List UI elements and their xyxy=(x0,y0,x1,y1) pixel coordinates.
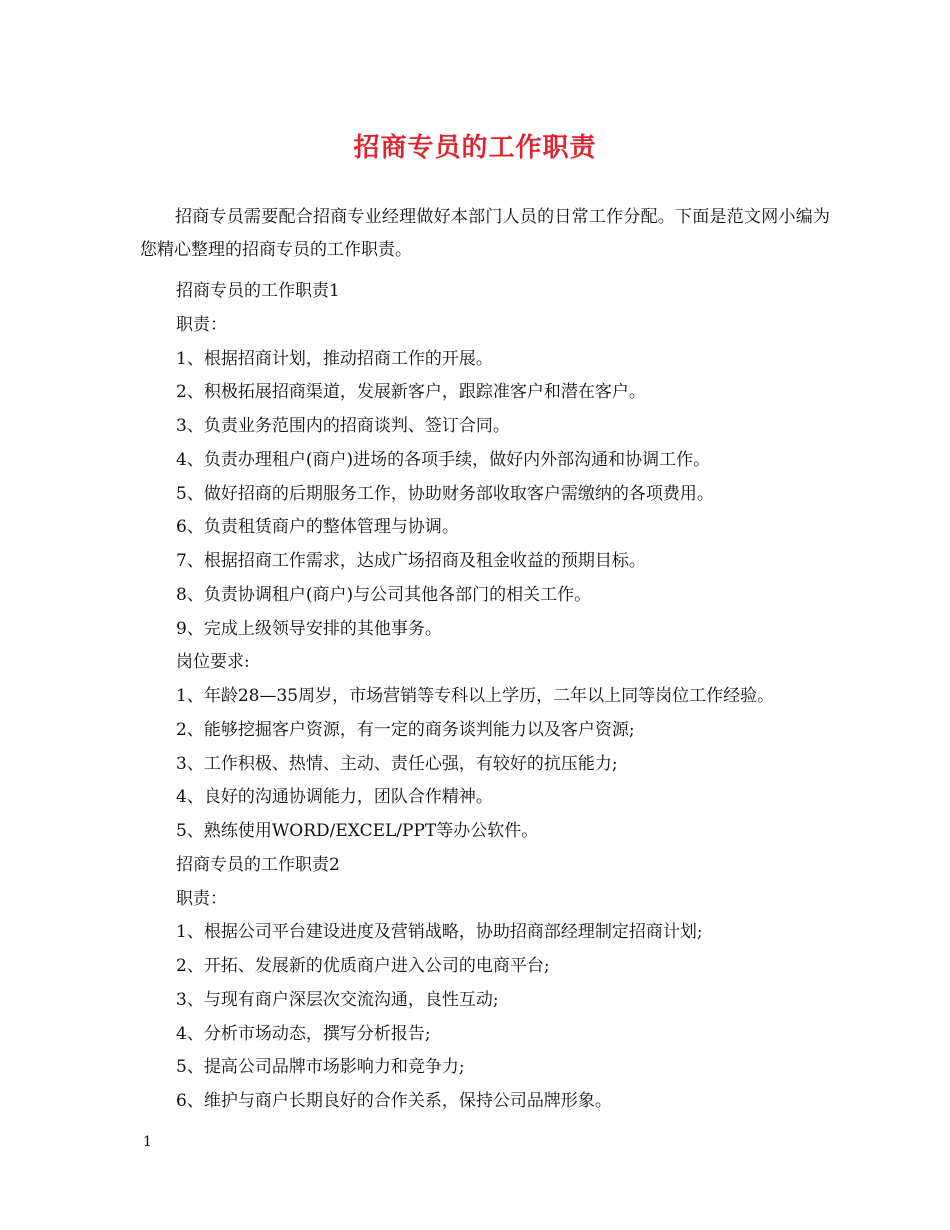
list-item: 3、工作积极、热情、主动、责任心强，有较好的抗压能力; xyxy=(176,753,618,774)
section-heading-1: 招商专员的工作职责1 xyxy=(176,281,340,301)
list-item: 5、做好招商的后期服务工作，协助财务部收取客户需缴纳的各项费用。 xyxy=(176,483,714,504)
list-item: 2、积极拓展招商渠道，发展新客户，跟踪准客户和潜在客户。 xyxy=(176,382,646,403)
list-item: 8、负责协调租户(商户)与公司其他各部门的相关工作。 xyxy=(176,584,592,605)
list-item: 6、维护与商户长期良好的合作关系，保持公司品牌形象。 xyxy=(176,1091,612,1111)
list-item: 4、分析市场动态，撰写分析报告; xyxy=(176,1023,431,1044)
list-item: 4、良好的沟通协调能力，团队合作精神。 xyxy=(176,787,493,808)
list-item: 1、根据公司平台建设进度及营销战略，协助招商部经理制定招商计划; xyxy=(176,922,703,943)
content-lines xyxy=(176,275,876,1119)
list-item: 5、熟练使用WORD/EXCEL/PPT等办公软件。 xyxy=(176,821,539,841)
list-item: 2、开拓、发展新的优质商户进入公司的电商平台; xyxy=(176,956,550,976)
section-label-duties: 职责： xyxy=(176,314,227,335)
intro-paragraph xyxy=(140,201,830,267)
list-item: 3、负责业务范围内的招商谈判、签订合同。 xyxy=(176,416,510,436)
page-number: 1 xyxy=(143,1134,152,1150)
list-item: 4、负责办理租户(商户)进场的各项手续，做好内外部沟通和协调工作。 xyxy=(176,449,711,470)
section-label-duties: 职责： xyxy=(176,888,227,909)
list-item: 2、能够挖掘客户资源，有一定的商务谈判能力以及客户资源; xyxy=(176,719,635,740)
list-item: 9、完成上级领导安排的其他事务。 xyxy=(176,618,442,639)
list-item: 3、与现有商户深层次交流沟通，良性互动; xyxy=(176,989,499,1010)
section-label-requirements: 岗位要求: xyxy=(176,652,250,673)
list-item: 5、提高公司品牌市场影响力和竞争力; xyxy=(176,1057,465,1078)
list-item: 1、根据招商计划，推动招商工作的开展。 xyxy=(176,348,493,369)
document-title: 招商专员的工作职责 xyxy=(353,133,597,163)
list-item: 6、负责租赁商户的整体管理与协调。 xyxy=(176,517,459,538)
section-heading-2: 招商专员的工作职责2 xyxy=(176,854,340,875)
list-item: 7、根据招商工作需求，达成广场招商及租金收益的预期目标。 xyxy=(176,551,646,571)
list-item: 1、年龄28—35周岁，市场营销等专科以上学历，二年以上同等岗位工作经验。 xyxy=(176,686,775,706)
intro-text: 招商专员需要配合招商专业经理做好本部门人员的日常工作分配。下面是范文网小编为您精心整理的招商专员的工作职责。 xyxy=(140,207,830,260)
